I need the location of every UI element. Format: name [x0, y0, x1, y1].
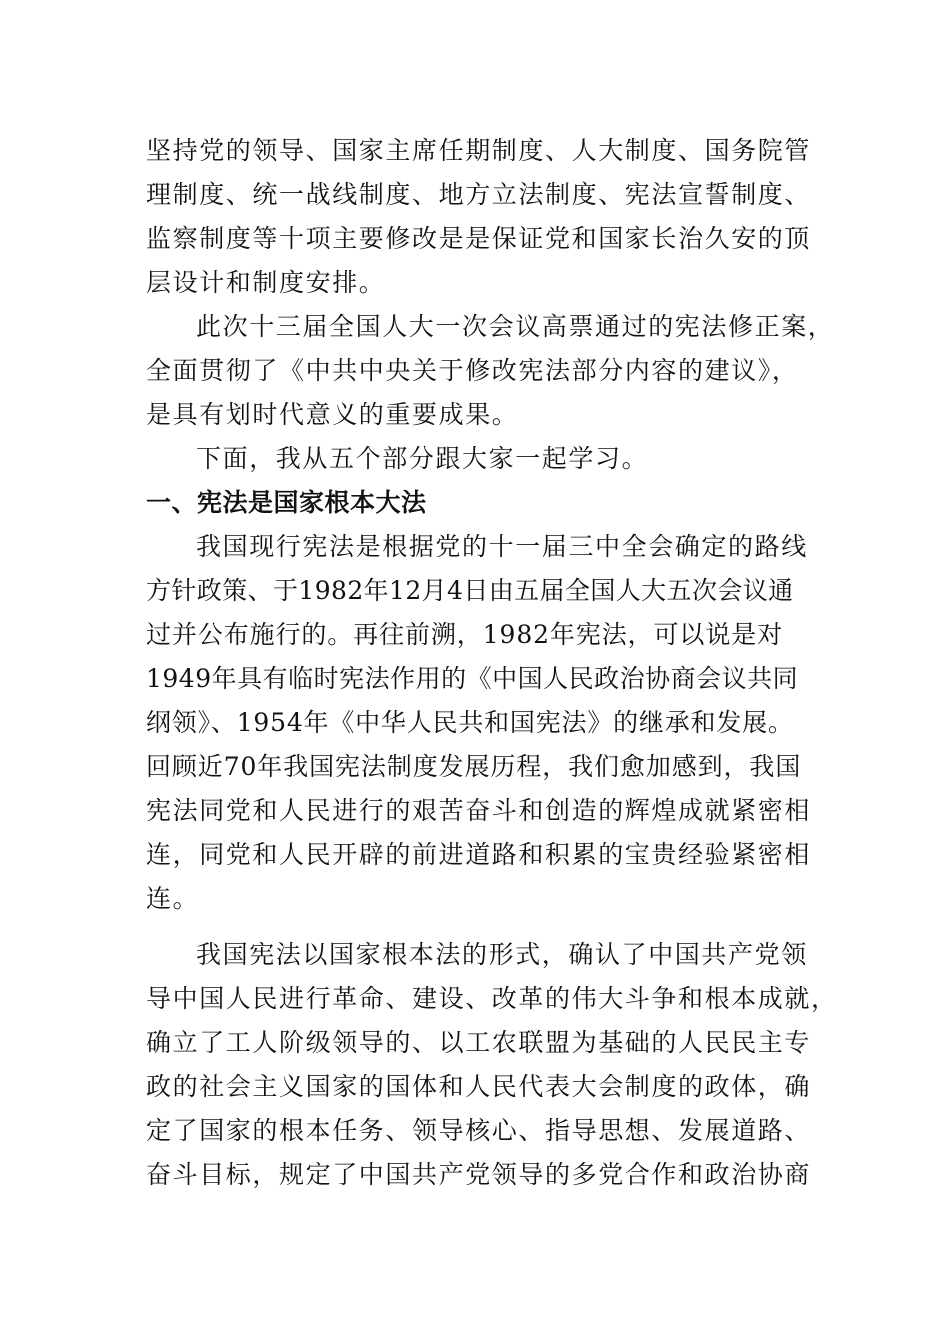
text-line: 监察制度等十项主要修改是是保证党和国家长治久安的顶 — [146, 224, 812, 253]
paragraph-first-line: 下面，我从五个部分跟大家一起学习。 — [196, 444, 649, 473]
text-line: 过并公布施行的。再往前溯，1982年宪法，可以说是对 — [146, 620, 784, 649]
paragraph-first-line: 此次十三届全国人大一次会议高票通过的宪法修正案， — [196, 312, 835, 341]
text-line: 1949年具有临时宪法作用的《中国人民政治协商会议共同 — [146, 664, 799, 693]
text-line: 确立了工人阶级领导的、以工农联盟为基础的人民民主专 — [146, 1028, 812, 1057]
text-line: 理制度、统一战线制度、地方立法制度、宪法宣誓制度、 — [146, 180, 812, 209]
text-line: 层设计和制度安排。 — [146, 268, 386, 297]
text-line: 定了国家的根本任务、领导核心、指导思想、发展道路、 — [146, 1116, 812, 1145]
text-line: 连。 — [146, 884, 200, 913]
text-line: 坚持党的领导、国家主席任期制度、人大制度、国务院管 — [146, 136, 812, 165]
text-line: 宪法同党和人民进行的艰苦奋斗和创造的辉煌成就紧密相 — [146, 796, 812, 825]
paragraph-first-line: 我国现行宪法是根据党的十一届三中全会确定的路线 — [196, 532, 808, 561]
text-line: 连，同党和人民开辟的前进道路和积累的宝贵经验紧密相 — [146, 840, 812, 869]
text-line: 方针政策、于1982年12月4日由五届全国人大五次会议通 — [146, 576, 794, 605]
text-line: 政的社会主义国家的国体和人民代表大会制度的政体，确 — [146, 1072, 812, 1101]
section-heading: 一、宪法是国家根本大法 — [146, 488, 427, 517]
text-line: 奋斗目标，规定了中国共产党领导的多党合作和政治协商 — [146, 1160, 812, 1189]
text-line: 纲领》、1954年《中华人民共和国宪法》的继承和发展。 — [146, 708, 794, 737]
text-line: 全面贯彻了《中共中央关于修改宪法部分内容的建议》， — [146, 356, 799, 385]
text-line: 导中国人民进行革命、建设、改革的伟大斗争和根本成就， — [146, 984, 838, 1013]
text-line: 回顾近70年我国宪法制度发展历程，我们愈加感到，我国 — [146, 752, 802, 781]
text-line: 是具有划时代意义的重要成果。 — [146, 400, 519, 429]
paragraph-first-line: 我国宪法以国家根本法的形式，确认了中国共产党领 — [196, 940, 808, 969]
